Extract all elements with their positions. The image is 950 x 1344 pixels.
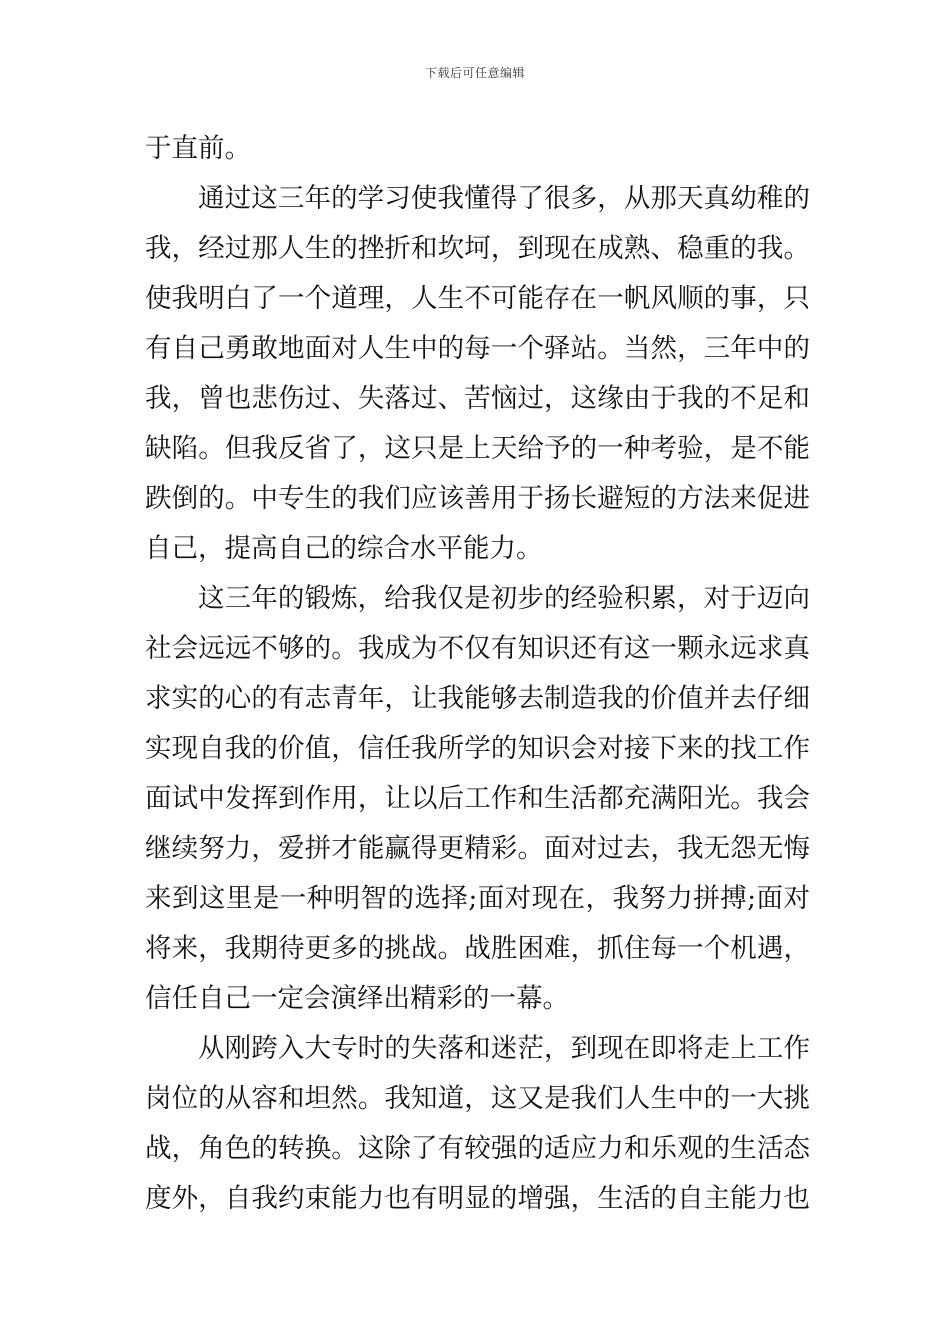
body-text — [145, 124, 810, 1224]
text-line: 使我明白了一个道理，人生不可能存在一帆风顺的事，只 — [145, 283, 810, 314]
text-line: 信任自己一定会演绎出精彩的一幕。 — [145, 983, 569, 1014]
text-line: 实现自我的价值，信任我所学的知识会对接下来的找工作 — [145, 733, 810, 764]
paragraph-transition — [145, 1024, 810, 1224]
paragraph-training — [145, 574, 810, 1024]
text-line: 继续努力，爱拼才能赢得更精彩。面对过去，我无怨无悔 — [145, 833, 810, 864]
text-line: 我，经过那人生的挫折和坎坷，到现在成熟、稳重的我。 — [145, 233, 810, 264]
text-line: 跌倒的。中专生的我们应该善用于扬长避短的方法来促进 — [145, 483, 810, 514]
text-line: 缺陷。但我反省了，这只是上天给予的一种考验，是不能 — [145, 433, 810, 464]
text-line: 自己，提高自己的综合水平能力。 — [145, 533, 543, 564]
paragraph-learning — [145, 174, 810, 574]
text-line: 我，曾也悲伤过、失落过、苦恼过，这缘由于我的不足和 — [145, 383, 810, 414]
text-line: 从刚跨入大专时的失落和迷茫，到现在即将走上工作 — [198, 1033, 810, 1064]
text-line: 于直前。 — [145, 133, 251, 164]
text-line: 求实的心的有志青年，让我能够去制造我的价值并去仔细 — [145, 683, 810, 714]
header-note: 下载后可任意编辑 — [424, 66, 525, 80]
text-line: 战，角色的转换。这除了有较强的适应力和乐观的生活态 — [145, 1133, 810, 1164]
text-line: 岗位的从容和坦然。我知道，这又是我们人生中的一大挑 — [145, 1083, 810, 1114]
text-line: 面试中发挥到作用，让以后工作和生活都充满阳光。我会 — [145, 783, 810, 814]
text-line: 度外，自我约束能力也有明显的增强，生活的自主能力也 — [145, 1183, 810, 1214]
text-line: 将来，我期待更多的挑战。战胜困难，抓住每一个机遇， — [145, 933, 810, 964]
text-line: 来到这里是一种明智的选择;面对现在，我努力拼搏;面对 — [145, 883, 810, 914]
text-line: 通过这三年的学习使我懂得了很多，从那天真幼稚的 — [198, 183, 810, 214]
text-line: 有自己勇敢地面对人生中的每一个驿站。当然，三年中的 — [145, 333, 810, 364]
text-line: 这三年的锻炼，给我仅是初步的经验积累，对于迈向 — [198, 583, 810, 614]
text-line: 社会远远不够的。我成为不仅有知识还有这一颗永远求真 — [145, 633, 810, 664]
paragraph-continuation — [145, 124, 810, 174]
